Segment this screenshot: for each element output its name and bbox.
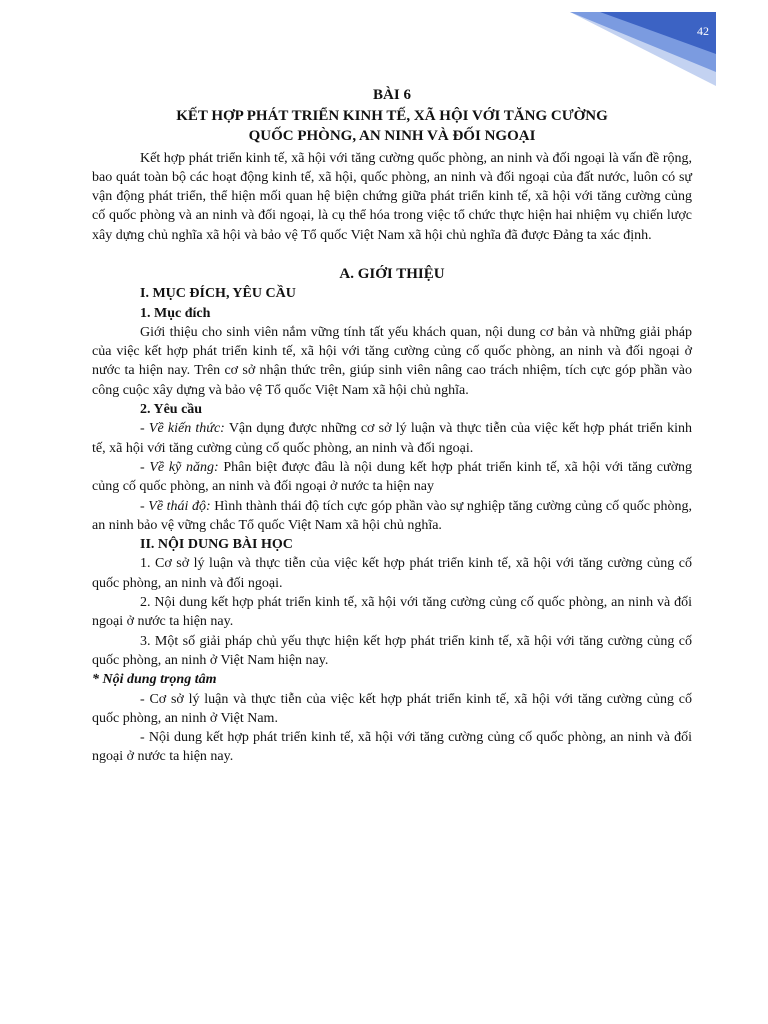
lesson-number: BÀI 6 (373, 87, 411, 103)
content-item: 3. Một số giải pháp chủ yếu thực hiện kết hợp phát triển kinh tế, xã hội với tăng cường củng cố quốc phòng, an ninh ở Việt Nam hiện nay. (92, 633, 692, 668)
requirement-label: - Về thái độ: (140, 498, 211, 514)
subheading-requirements: 2. Yêu cầu (140, 402, 203, 418)
requirement-text: Hình thành thái độ tích cực góp phần vào sự nghiệp tăng cường củng cố quốc phòng, an ninh bảo vệ vững chắc Tổ quốc Việt Nam xã hội chủ nghĩa. (92, 498, 693, 533)
page-content (92, 85, 692, 767)
lesson-title (92, 85, 692, 147)
requirement-attitude (92, 497, 692, 536)
page-number: 42 (697, 24, 709, 38)
content-item: 2. Nội dung kết hợp phát triển kinh tế, xã hội với tăng cường củng cố quốc phòng, an ninh và đối ngoại ở nước ta hiện nay. (92, 595, 692, 630)
page-corner-decoration (568, 10, 718, 88)
lesson-title-line-2: QUỐC PHÒNG, AN NINH VÀ ĐỐI NGOẠI (248, 128, 536, 144)
section-heading-introduction: A. GIỚI THIỆU (339, 265, 445, 282)
content-item: 1. Cơ sở lý luận và thực tiễn của việc kết hợp phát triển kinh tế, xã hội với tăng cường củng cố quốc phòng, an ninh và đối ngoại. (92, 556, 692, 591)
lesson-title-line-1: KẾT HỢP PHÁT TRIỂN KINH TẾ, XÃ HỘI VỚI TĂNG CƯỜNG (176, 107, 608, 124)
requirement-label: - Về kiến thức: (140, 421, 225, 437)
requirement-label: - Về kỹ năng: (140, 459, 219, 475)
requirement-text: Vận dụng được những cơ sở lý luận và thực tiễn của việc kết hợp phát triển kinh tế, xã hội với tăng cường củng cố quốc phòng, an ninh và đối ngoại. (92, 421, 692, 456)
subheading-purpose: 1. Mục đích (140, 305, 211, 321)
requirement-skills (92, 458, 692, 497)
heading-purpose-requirements: I. MỤC ĐÍCH, YÊU CẦU (140, 286, 296, 302)
requirement-knowledge (92, 419, 692, 458)
heading-lesson-content: II. NỘI DUNG BÀI HỌC (140, 537, 293, 553)
focus-heading: * Nội dung trọng tâm (92, 672, 217, 688)
focus-item: - Nội dung kết hợp phát triển kinh tế, xã hội với tăng cường củng cố quốc phòng, an ninh và đối ngoại ở nước ta hiện nay. (92, 730, 692, 765)
purpose-paragraph: Giới thiệu cho sinh viên nắm vững tính tất yếu khách quan, nội dung cơ bản và những giải pháp của việc kết hợp phát triển kinh tế, xã hội với tăng cường củng cố quốc phòng, an ninh và đối ngoại ở nước ta hiện nay. Trên cơ sở nhận thức trên, giúp sinh viên nâng cao trách nhiệm, tích cực góp phần vào công cuộc xây dựng và bảo vệ Tổ quốc Việt Nam xã hội chủ nghĩa. (92, 324, 692, 398)
focus-item: - Cơ sở lý luận và thực tiễn của việc kết hợp phát triển kinh tế, xã hội với tăng cường củng cố quốc phòng, an ninh ở Việt Nam. (92, 691, 692, 726)
requirement-text: Phân biệt được đâu là nội dung kết hợp phát triển kinh tế, xã hội với tăng cường củng cố quốc phòng, an ninh và đối ngoại ở nước ta hiện nay (92, 459, 692, 495)
intro-paragraph: Kết hợp phát triển kinh tế, xã hội với tăng cường quốc phòng, an ninh và đối ngoại là vấn đề rộng, bao quát toàn bộ các hoạt động kinh tế, xã hội, quốc phòng, an ninh và đối ngoại của đất nước, luôn có sự vận động phát triển, thể hiện mối quan hệ biện chứng giữa phát triển kinh tế, xã hội với tăng cường củng cố quốc phòng và an ninh và đối ngoại, là cụ thể hóa trong việc tổ chức thực hiện hai nhiệm vụ chiến lược xây dựng chủ nghĩa xã hội và bảo vệ Tổ quốc Việt Nam xã hội chủ nghĩa đã được Đảng ta xác định. (92, 150, 692, 243)
